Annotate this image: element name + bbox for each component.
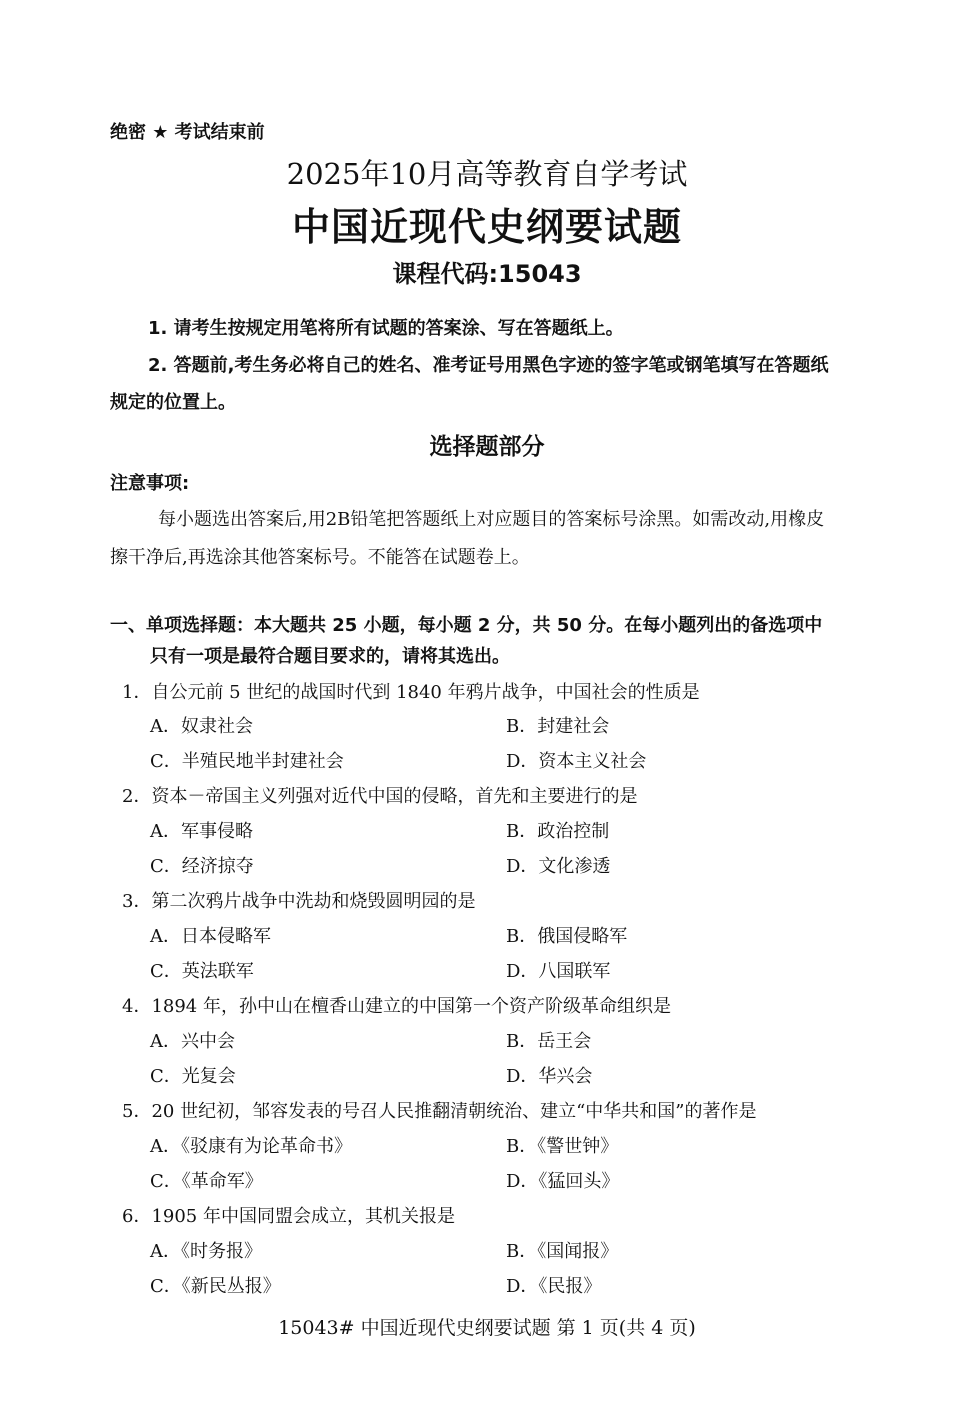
question-3-option-d: D．八国联军 xyxy=(506,961,611,982)
question-5-stem: 5．20 世纪初，邹容发表的号召人民推翻清朝统治、建立“中华共和国”的著作是 xyxy=(122,1101,757,1122)
question-5-option-a: A．《驳康有为论革命书》 xyxy=(150,1136,352,1157)
question-6-option-c: C．《新民丛报》 xyxy=(150,1276,281,1297)
attention-line-1: 每小题选出答案后,用2B铅笔把答题纸上对应题目的答案标号涂黑。如需改动,用橡皮 xyxy=(158,509,825,530)
question-1-option-a: A．奴隶社会 xyxy=(150,716,253,737)
attention-label: 注意事项: xyxy=(110,473,190,494)
question-2-option-d: D．文化渗透 xyxy=(506,856,611,877)
question-3-stem: 3．第二次鸦片战争中洗劫和烧毁圆明园的是 xyxy=(122,891,476,912)
question-6-option-b: B．《国闻报》 xyxy=(506,1241,619,1262)
part1-heading: 一、单项选择题：本大题共 25 小题，每小题 2 分，共 50 分。在每小题列出的备选项中 xyxy=(110,615,823,636)
instruction-2: 2. 答题前,考生务必将自己的姓名、准考证号用黑色字迹的签字笔或钢笔填写在答题纸 xyxy=(148,355,829,376)
question-4-stem: 4．1894 年，孙中山在檀香山建立的中国第一个资产阶级革命组织是 xyxy=(122,996,671,1017)
question-4-option-c: C．光复会 xyxy=(150,1066,236,1087)
question-1-option-b: B．封建社会 xyxy=(506,716,610,737)
question-2-option-c: C．经济掠夺 xyxy=(150,856,254,877)
exam-title: 2025年10月高等教育自学考试 xyxy=(286,157,688,191)
page-footer: 15043# 中国近现代史纲要试题 第 1 页(共 4 页) xyxy=(278,1317,696,1339)
question-2-stem: 2．资本－帝国主义列强对近代中国的侵略，首先和主要进行的是 xyxy=(122,786,638,807)
question-2-option-a: A．军事侵略 xyxy=(150,821,253,842)
part1-heading-cont: 只有一项是最符合题目要求的，请将其选出。 xyxy=(150,646,510,667)
instruction-2-cont: 规定的位置上。 xyxy=(110,392,236,413)
question-3-option-c: C．英法联军 xyxy=(150,961,254,982)
question-2-option-b: B．政治控制 xyxy=(506,821,610,842)
instruction-1: 1. 请考生按规定用笔将所有试题的答案涂、写在答题纸上。 xyxy=(148,318,624,339)
question-3-option-a: A．日本侵略军 xyxy=(150,926,271,947)
attention-line-2: 擦干净后,再选涂其他答案标号。不能答在试题卷上。 xyxy=(110,547,530,568)
secret-label: 绝密 ★ 考试结束前 xyxy=(110,122,265,143)
question-4-option-d: D．华兴会 xyxy=(506,1066,593,1087)
question-1-option-c: C．半殖民地半封建社会 xyxy=(150,751,344,772)
question-6-stem: 6．1905 年中国同盟会成立，其机关报是 xyxy=(122,1206,455,1227)
question-6-option-a: A．《时务报》 xyxy=(150,1241,262,1262)
subject-title: 中国近现代史纲要试题 xyxy=(291,205,682,249)
question-1-stem: 1．自公元前 5 世纪的战国时代到 1840 年鸦片战争，中国社会的性质是 xyxy=(122,682,700,703)
question-5-option-b: B．《警世钟》 xyxy=(506,1136,619,1157)
question-5-option-d: D．《猛回头》 xyxy=(506,1171,620,1192)
question-4-option-a: A．兴中会 xyxy=(150,1031,235,1052)
section-title: 选择题部分 xyxy=(429,434,545,460)
question-5-option-c: C．《革命军》 xyxy=(150,1171,263,1192)
question-3-option-b: B．俄国侵略军 xyxy=(506,926,628,947)
question-6-option-d: D．《民报》 xyxy=(506,1276,602,1297)
question-1-option-d: D．资本主义社会 xyxy=(506,751,647,772)
course-code: 课程代码:15043 xyxy=(392,260,582,288)
question-4-option-b: B．岳王会 xyxy=(506,1031,592,1052)
